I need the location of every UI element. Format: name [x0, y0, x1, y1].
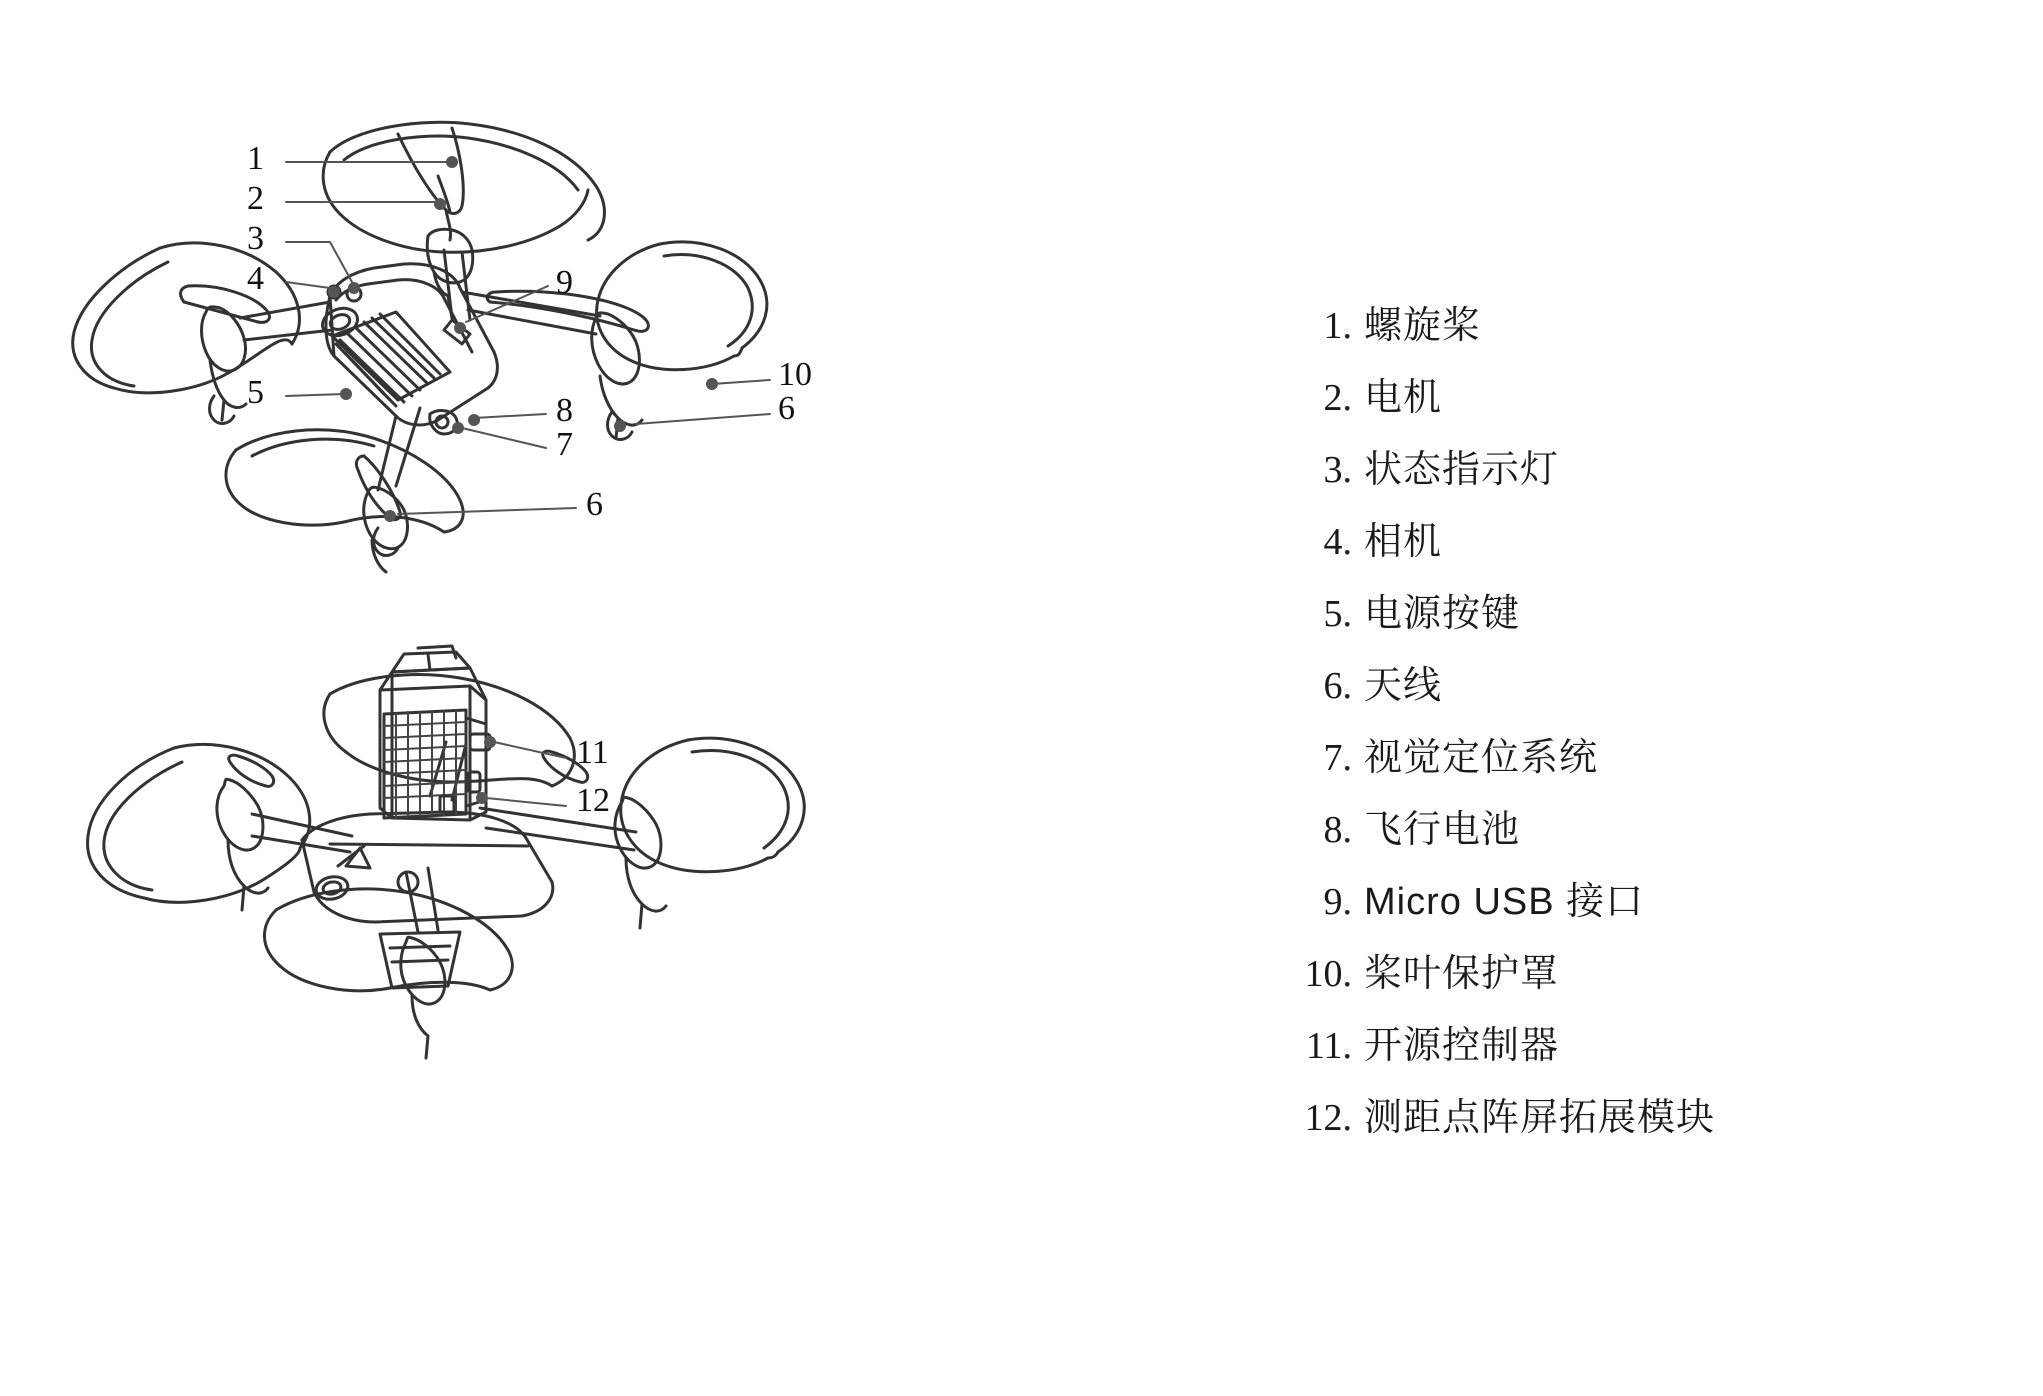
callout-8: 8: [556, 392, 573, 429]
legend-number: 12.: [1304, 1097, 1352, 1139]
legend-label: 状态指示灯: [1364, 449, 1560, 491]
legend-label: 电源按键: [1364, 593, 1521, 635]
legend-item-1: [1290, 290, 1990, 362]
legend-item-9: [1290, 866, 1990, 938]
legend-label: 开源控制器: [1364, 1025, 1560, 1067]
legend-item-5: [1290, 578, 1990, 650]
legend-item-8: [1290, 794, 1990, 866]
legend-number: 6.: [1323, 665, 1352, 707]
legend-item-12: [1290, 1082, 1990, 1154]
legend-number: 5.: [1323, 593, 1352, 635]
callout-4: 4: [247, 260, 264, 297]
callout-12: 12: [576, 782, 610, 819]
callout-6-right: 6: [778, 390, 795, 427]
callout-2: 2: [247, 180, 264, 217]
legend-number: 4.: [1323, 521, 1352, 563]
callout-10: 10: [778, 356, 812, 393]
legend-number: 10.: [1304, 953, 1352, 995]
callout-5: 5: [247, 374, 264, 411]
callout-7: 7: [556, 426, 573, 463]
legend-item-6: [1290, 650, 1990, 722]
legend-label: 电机: [1364, 377, 1443, 419]
callout-6-bottom: 6: [586, 486, 603, 523]
callout-3: 3: [247, 220, 264, 257]
parts-legend: [1290, 290, 1990, 1154]
legend-item-3: [1290, 434, 1990, 506]
callout-1: 1: [247, 140, 264, 177]
legend-label: 天线: [1364, 665, 1443, 707]
legend-item-11: [1290, 1010, 1990, 1082]
legend-number: 1.: [1323, 305, 1352, 347]
legend-number: 9.: [1323, 881, 1352, 923]
callout-9: 9: [556, 264, 573, 301]
legend-label: 测距点阵屏拓展模块: [1364, 1097, 1716, 1139]
legend-label: 飞行电池: [1364, 809, 1521, 851]
legend-number: 2.: [1323, 377, 1352, 419]
legend-label: 桨叶保护罩: [1364, 953, 1560, 995]
legend-number: 11.: [1305, 1025, 1352, 1067]
callout-11: 11: [576, 734, 609, 771]
legend-number: 7.: [1323, 737, 1352, 779]
legend-number: 3.: [1323, 449, 1352, 491]
legend-label: 视觉定位系统: [1364, 737, 1599, 779]
legend-number: 8.: [1323, 809, 1352, 851]
legend-item-10: [1290, 938, 1990, 1010]
legend-label: Micro USB 接口: [1364, 881, 1645, 923]
legend-label: 螺旋桨: [1364, 305, 1482, 347]
legend-item-2: [1290, 362, 1990, 434]
legend-item-4: [1290, 506, 1990, 578]
legend-item-7: [1290, 722, 1990, 794]
legend-label: 相机: [1364, 521, 1443, 563]
